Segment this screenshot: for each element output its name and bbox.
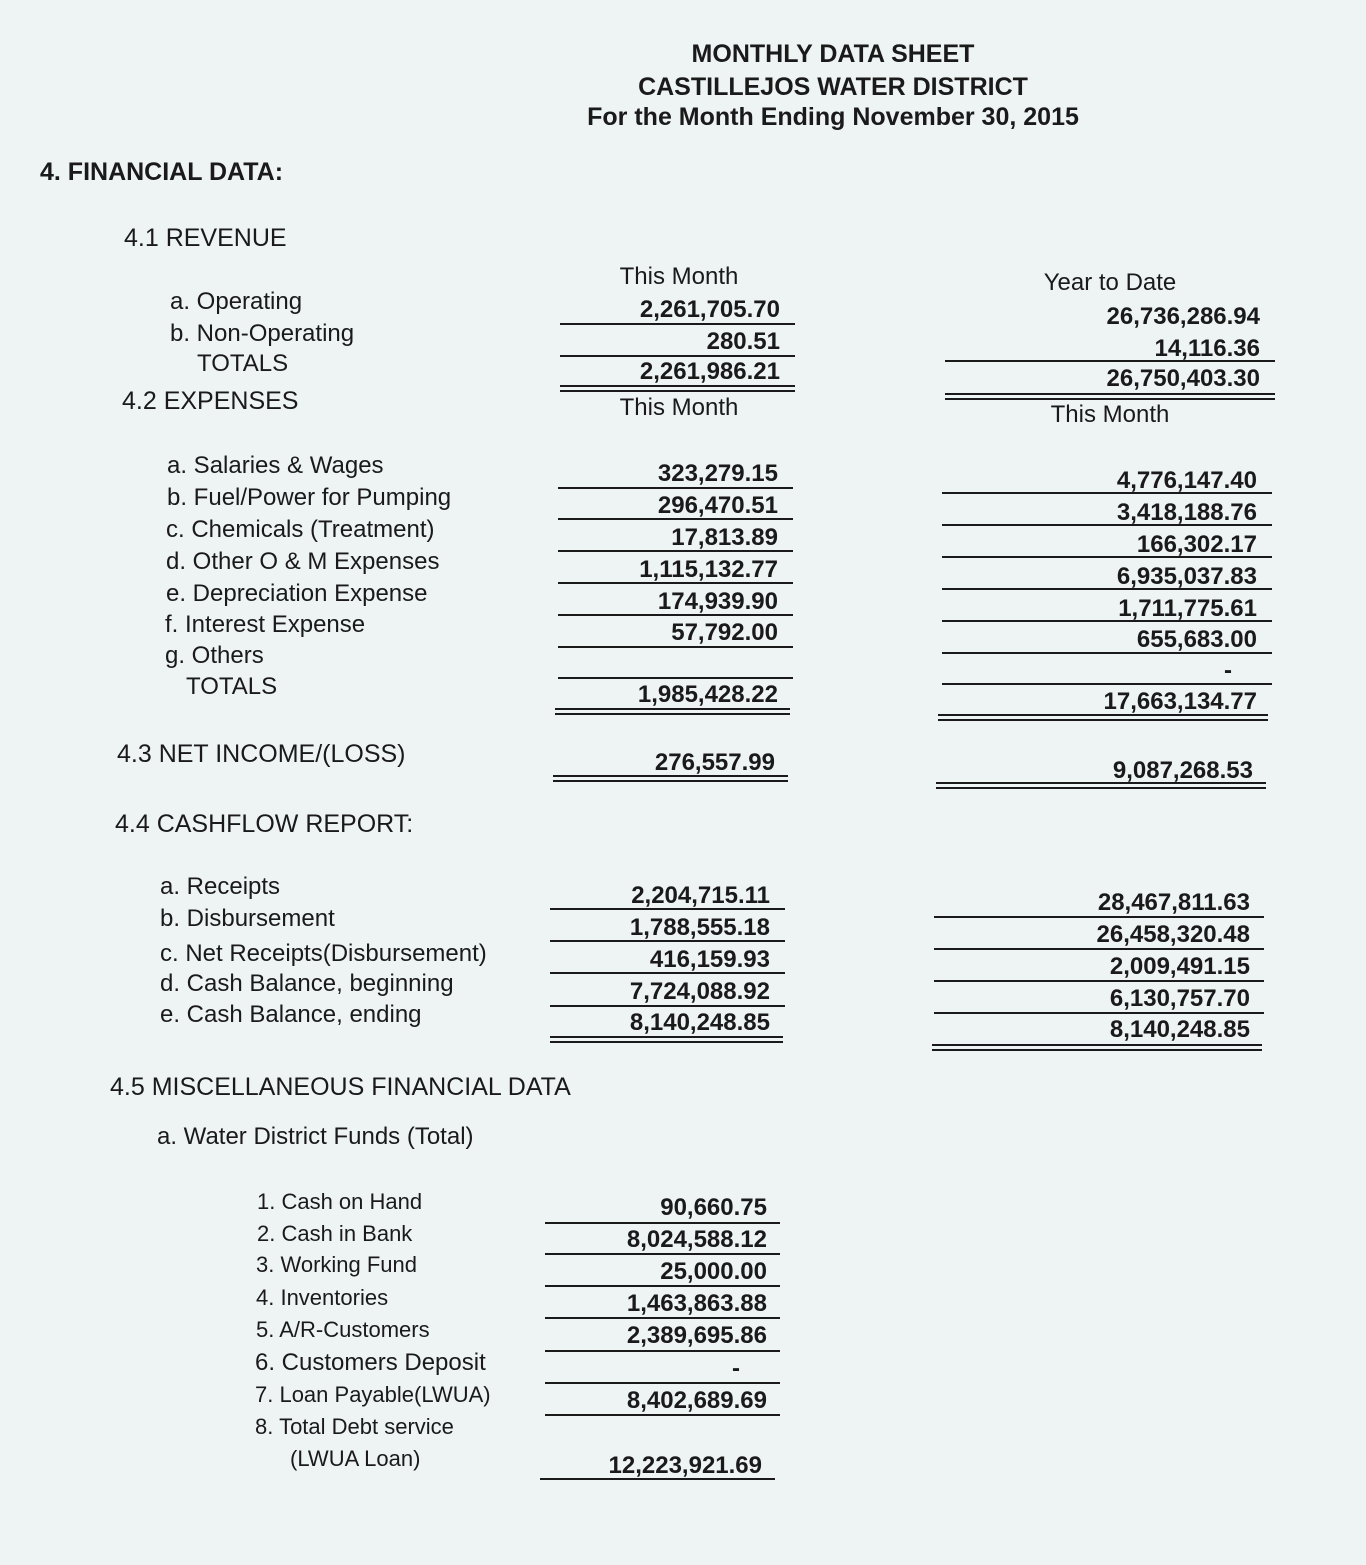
revenue-totals-label: TOTALS — [197, 350, 289, 377]
cashflow-row-label: d. Cash Balance, beginning — [160, 970, 454, 997]
cashflow-row-label: a. Receipts — [160, 873, 281, 900]
underline — [934, 1012, 1264, 1014]
revenue-totals-ytd: 26,750,403.30 — [1106, 365, 1260, 392]
fund-row-label: (LWUA Loan) — [290, 1446, 421, 1471]
fund-row-label: 6. Customers Deposit — [255, 1349, 486, 1376]
expenses-col1-header: This Month — [619, 394, 739, 421]
fund-row-value: 2,389,695.86 — [626, 1322, 767, 1349]
double-underline — [553, 775, 788, 782]
underline — [558, 518, 793, 520]
expense-row-month: 1,115,132.77 — [639, 556, 778, 583]
revenue-col1-header: This Month — [619, 263, 739, 290]
expense-row-label: g. Others — [165, 642, 264, 669]
expense-row-month: 174,939.90 — [657, 588, 778, 615]
underline — [942, 556, 1272, 558]
expenses-totals-label: TOTALS — [186, 673, 278, 700]
fund-row-value: 25,000.00 — [660, 1258, 767, 1285]
expenses-totals-month: 1,985,428.22 — [637, 681, 778, 708]
org-name: CASTILLEJOS WATER DISTRICT — [638, 73, 1028, 101]
underline — [545, 1382, 780, 1384]
underline — [942, 492, 1272, 494]
expense-row-month: 57,792.00 — [671, 619, 778, 646]
fund-row-value: 12,223,921.69 — [608, 1452, 762, 1479]
double-underline — [555, 708, 790, 715]
revenue-col2-header: Year to Date — [1043, 269, 1177, 296]
fund-row-label: 5. A/R-Customers — [256, 1317, 430, 1342]
underline — [550, 1005, 785, 1007]
underline — [558, 614, 793, 616]
double-underline — [936, 782, 1266, 789]
expense-row-ytd: 655,683.00 — [1136, 626, 1257, 653]
expenses-totals-ytd: 17,663,134.77 — [1103, 688, 1257, 715]
revenue-row-label: a. Operating — [170, 288, 303, 315]
fund-row-value: 1,463,863.88 — [626, 1290, 767, 1317]
revenue-row-month: 2,261,705.70 — [639, 296, 780, 323]
cashflow-row-month: 416,159.93 — [649, 946, 770, 973]
underline — [540, 1478, 775, 1480]
revenue-row-month: 280.51 — [706, 328, 780, 355]
expense-row-month: 323,279.15 — [657, 460, 778, 487]
cashflow-row-month: 1,788,555.18 — [629, 914, 770, 941]
underline — [942, 620, 1272, 622]
fund-row-label: 3. Working Fund — [256, 1252, 418, 1277]
fund-row-value: 90,660.75 — [660, 1194, 767, 1221]
cashflow-row-month: 7,724,088.92 — [629, 978, 770, 1005]
expense-row-ytd: 6,935,037.83 — [1116, 563, 1257, 590]
underline — [560, 323, 795, 325]
underline — [550, 940, 785, 942]
fund-row-label: 1. Cash on Hand — [257, 1189, 423, 1214]
revenue-title: 4.1 REVENUE — [124, 224, 287, 252]
expense-row-month: 296,470.51 — [657, 492, 778, 519]
underline — [934, 980, 1264, 982]
expense-row-label: d. Other O & M Expenses — [166, 548, 440, 575]
expense-row-month: 17,813.89 — [671, 524, 778, 551]
underline — [545, 1253, 780, 1255]
cashflow-title: 4.4 CASHFLOW REPORT: — [115, 810, 414, 838]
fund-row-label: 4. Inventories — [256, 1285, 389, 1310]
double-underline — [938, 714, 1268, 721]
expense-row-label: c. Chemicals (Treatment) — [166, 516, 435, 543]
cashflow-row-ytd: 8,140,248.85 — [1109, 1016, 1250, 1043]
cashflow-row-ytd: 26,458,320.48 — [1096, 921, 1250, 948]
double-underline — [560, 385, 795, 392]
revenue-row-ytd: 26,736,286.94 — [1106, 303, 1260, 330]
underline — [545, 1414, 780, 1416]
expense-row-label: a. Salaries & Wages — [167, 452, 384, 479]
cashflow-row-month: 2,204,715.11 — [631, 882, 770, 909]
underline — [545, 1222, 780, 1224]
cashflow-row-label: b. Disbursement — [160, 905, 335, 932]
cashflow-row-month: 8,140,248.85 — [629, 1009, 770, 1036]
net-income-label: 4.3 NET INCOME/(LOSS) — [117, 740, 406, 768]
fund-row-value: - — [732, 1355, 740, 1382]
doc-title: MONTHLY DATA SHEET — [691, 40, 975, 68]
fund-row-label: 8. Total Debt service — [255, 1414, 454, 1439]
period-label: For the Month Ending November 30, 2015 — [587, 103, 1079, 131]
misc-subtitle: a. Water District Funds (Total) — [157, 1123, 474, 1150]
expense-row-ytd: 3,418,188.76 — [1116, 499, 1257, 526]
underline — [945, 360, 1275, 362]
underline — [558, 550, 793, 552]
section-title: 4. FINANCIAL DATA: — [40, 158, 284, 186]
cashflow-row-ytd: 28,467,811.63 — [1097, 889, 1250, 916]
expense-row-ytd: 1,711,775.61 — [1118, 595, 1257, 622]
underline — [560, 355, 795, 357]
underline — [550, 908, 785, 910]
underline — [550, 972, 785, 974]
underline — [545, 1285, 780, 1287]
expense-row-ytd: 166,302.17 — [1136, 531, 1257, 558]
revenue-totals-month: 2,261,986.21 — [639, 358, 780, 385]
net-income-month: 276,557.99 — [654, 749, 775, 776]
expense-row-label: e. Depreciation Expense — [166, 580, 428, 607]
expense-row-ytd: - — [1224, 657, 1232, 684]
double-underline — [945, 393, 1275, 400]
underline — [558, 677, 793, 679]
underline — [558, 646, 793, 648]
revenue-row-label: b. Non-Operating — [170, 320, 355, 347]
expense-row-label: f. Interest Expense — [165, 611, 366, 638]
underline — [942, 652, 1272, 654]
expense-row-label: b. Fuel/Power for Pumping — [167, 484, 452, 511]
cashflow-row-label: c. Net Receipts(Disbursement) — [160, 940, 487, 967]
expenses-col2-header: This Month — [1050, 401, 1170, 428]
misc-title: 4.5 MISCELLANEOUS FINANCIAL DATA — [110, 1073, 571, 1101]
cashflow-row-ytd: 6,130,757.70 — [1109, 985, 1250, 1012]
cashflow-row-label: e. Cash Balance, ending — [160, 1001, 422, 1028]
fund-row-label: 7. Loan Payable(LWUA) — [255, 1382, 491, 1407]
expense-row-ytd: 4,776,147.40 — [1116, 467, 1257, 494]
fund-row-label: 2. Cash in Bank — [257, 1221, 413, 1246]
expenses-title: 4.2 EXPENSES — [122, 387, 299, 415]
underline — [942, 588, 1272, 590]
underline — [934, 916, 1264, 918]
double-underline — [550, 1036, 783, 1043]
double-underline — [932, 1044, 1262, 1051]
fund-row-value: 8,402,689.69 — [626, 1387, 767, 1414]
underline — [545, 1350, 780, 1352]
cashflow-row-ytd: 2,009,491.15 — [1109, 953, 1250, 980]
underline — [545, 1317, 780, 1319]
underline — [558, 487, 793, 489]
underline — [934, 948, 1264, 950]
underline — [942, 683, 1272, 685]
net-income-ytd: 9,087,268.53 — [1112, 757, 1253, 784]
underline — [942, 524, 1272, 526]
revenue-row-ytd: 14,116.36 — [1154, 335, 1260, 362]
underline — [558, 582, 793, 584]
fund-row-value: 8,024,588.12 — [626, 1226, 767, 1253]
